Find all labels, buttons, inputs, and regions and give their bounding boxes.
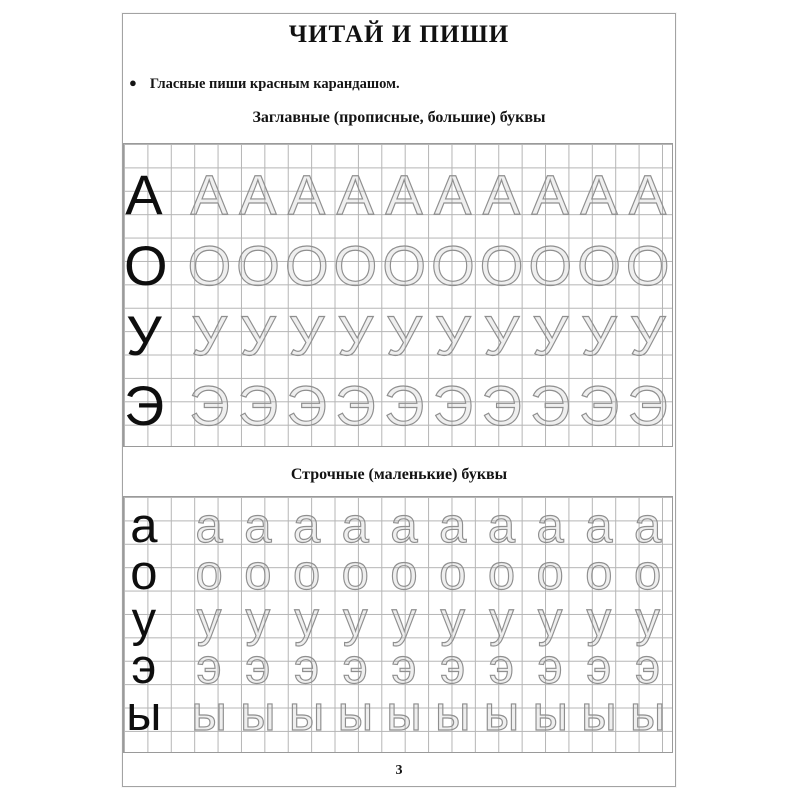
trace-letter-outline: о (487, 546, 516, 601)
trace-letter-outline: О (577, 233, 621, 297)
trace-letter-outline: э (196, 639, 222, 694)
instruction-text: Гласные пиши красным карандашом. (149, 76, 400, 92)
trace-letter-outline: Э (578, 374, 620, 437)
trace-letter-outline: У (386, 303, 422, 367)
trace-letter-outline: а (195, 499, 223, 554)
trace-letter-outline: о (585, 546, 613, 601)
trace-letter-outline: у (196, 593, 222, 647)
model-letter: ы (126, 686, 162, 741)
trace-letter-outline: у (294, 593, 319, 647)
worksheet-page (122, 13, 676, 787)
practice-row-э (124, 639, 672, 694)
trace-letter-outline: Э (237, 374, 279, 437)
trace-letter-outline: О (431, 233, 475, 297)
trace-letter-outline: о (244, 546, 272, 601)
trace-letter-outline: э (537, 639, 563, 694)
instruction-line (129, 76, 665, 93)
trace-letter-outline: о (633, 546, 662, 601)
trace-letter-outline: о (292, 546, 321, 601)
trace-letter-outline: у (635, 593, 660, 647)
page-number: 3 (395, 763, 403, 778)
trace-letter-outline: А (434, 163, 472, 227)
trace-letter-outline: а (341, 499, 369, 554)
trace-letter-outline: У (483, 303, 520, 367)
trace-letter-outline: ы (240, 686, 276, 741)
trace-letter-outline: ы (435, 686, 471, 741)
trace-letter-outline: А (287, 163, 326, 227)
trace-letter-outline: А (580, 163, 618, 227)
trace-letter-outline: О (236, 233, 280, 297)
trace-letter-outline: А (628, 163, 667, 227)
practice-row-у (124, 593, 672, 647)
model-letter: э (131, 639, 157, 694)
trace-letter-outline: Э (189, 374, 230, 437)
trace-letter-outline: О (382, 233, 426, 297)
trace-letter-outline: о (439, 546, 467, 601)
trace-letter-outline: э (440, 639, 466, 694)
trace-letter-outline: О (528, 233, 573, 297)
trace-letter-outline: У (581, 303, 617, 367)
trace-letter-outline: Э (335, 374, 376, 437)
section-heading-capital-letters: Заглавные (прописные, большие) буквы (252, 109, 546, 126)
practice-row-ы (124, 686, 672, 741)
trace-letter-outline: О (625, 233, 670, 297)
trace-letter-outline: ы (288, 686, 325, 741)
model-letter: А (125, 163, 163, 227)
trace-letter-outline: У (240, 303, 276, 367)
trace-letter-outline: у (586, 593, 612, 647)
trace-letter-outline: а (292, 499, 321, 554)
trace-letter-outline: ы (630, 686, 666, 741)
trace-letter-outline: ы (532, 686, 568, 741)
trace-letter-outline: Э (384, 374, 425, 437)
model-letter: а (130, 499, 158, 554)
trace-letter-outline: О (284, 233, 329, 297)
trace-letter-outline: э (294, 639, 320, 694)
trace-letter-outline: а (390, 499, 418, 554)
model-letter: о (130, 546, 158, 601)
trace-letter-outline: ы (483, 686, 520, 741)
trace-letter-outline: у (245, 593, 271, 647)
trace-letter-outline: А (482, 163, 521, 227)
trace-letter-outline: а (633, 499, 662, 554)
trace-letter-outline: О (479, 233, 524, 297)
lowercase-letters-practice-grid (123, 496, 673, 753)
trace-letter-outline: Э (627, 374, 668, 437)
model-letter: У (126, 303, 162, 367)
trace-letter-outline: а (536, 499, 564, 554)
practice-row-А (124, 163, 672, 227)
trace-letter-outline: у (440, 593, 465, 647)
practice-row-Э (124, 374, 672, 437)
trace-letter-outline: О (187, 233, 232, 297)
trace-letter-outline: У (629, 303, 666, 367)
practice-row-У (124, 303, 672, 367)
trace-letter-outline: о (536, 546, 564, 601)
trace-letter-outline: А (190, 163, 228, 227)
practice-row-о (124, 546, 672, 601)
trace-letter-outline: а (439, 499, 467, 554)
trace-letter-outline: э (635, 639, 661, 694)
trace-letter-outline: ы (337, 686, 373, 741)
trace-letter-outline: э (586, 639, 612, 694)
trace-letter-outline: о (390, 546, 418, 601)
trace-letter-outline: Э (432, 374, 473, 437)
bullet-icon: ● (129, 75, 137, 90)
trace-letter-outline: У (191, 303, 227, 367)
trace-letter-outline: э (245, 639, 271, 694)
model-letter: О (124, 233, 168, 297)
trace-letter-outline: А (239, 163, 277, 227)
page-title: ЧИТАЙ И ПИШИ (288, 21, 510, 48)
trace-letter-outline: ы (191, 686, 227, 741)
trace-letter-outline: а (585, 499, 613, 554)
trace-letter-outline: э (488, 639, 514, 694)
trace-letter-outline: Э (530, 374, 571, 437)
model-letter: Э (124, 374, 165, 437)
trace-letter-outline: У (288, 303, 325, 367)
trace-letter-outline: э (391, 639, 417, 694)
trace-letter-outline: у (391, 593, 417, 647)
practice-row-О (124, 233, 672, 297)
practice-row-а (124, 499, 672, 554)
trace-letter-outline: А (385, 163, 423, 227)
trace-letter-outline: У (532, 303, 568, 367)
trace-letter-outline: А (531, 163, 569, 227)
trace-letter-outline: О (333, 233, 378, 297)
trace-letter-outline: о (341, 546, 369, 601)
trace-letter-outline: А (336, 163, 374, 227)
trace-letter-outline: Э (286, 374, 327, 437)
trace-letter-outline: а (244, 499, 272, 554)
trace-letter-outline: Э (481, 374, 522, 437)
trace-letter-outline: ы (386, 686, 422, 741)
section-heading-lowercase-letters: Строчные (маленькие) буквы (290, 466, 508, 483)
trace-letter-outline: у (489, 593, 514, 647)
model-letter: у (131, 593, 157, 647)
trace-letter-outline: э (342, 639, 368, 694)
trace-letter-outline: У (434, 303, 471, 367)
trace-letter-outline: о (195, 546, 223, 601)
trace-letter-outline: ы (581, 686, 617, 741)
capital-letters-practice-grid (123, 143, 673, 447)
trace-letter-outline: у (537, 593, 563, 647)
trace-letter-outline: у (343, 593, 368, 647)
trace-letter-outline: а (487, 499, 516, 554)
trace-letter-outline: У (337, 303, 374, 367)
